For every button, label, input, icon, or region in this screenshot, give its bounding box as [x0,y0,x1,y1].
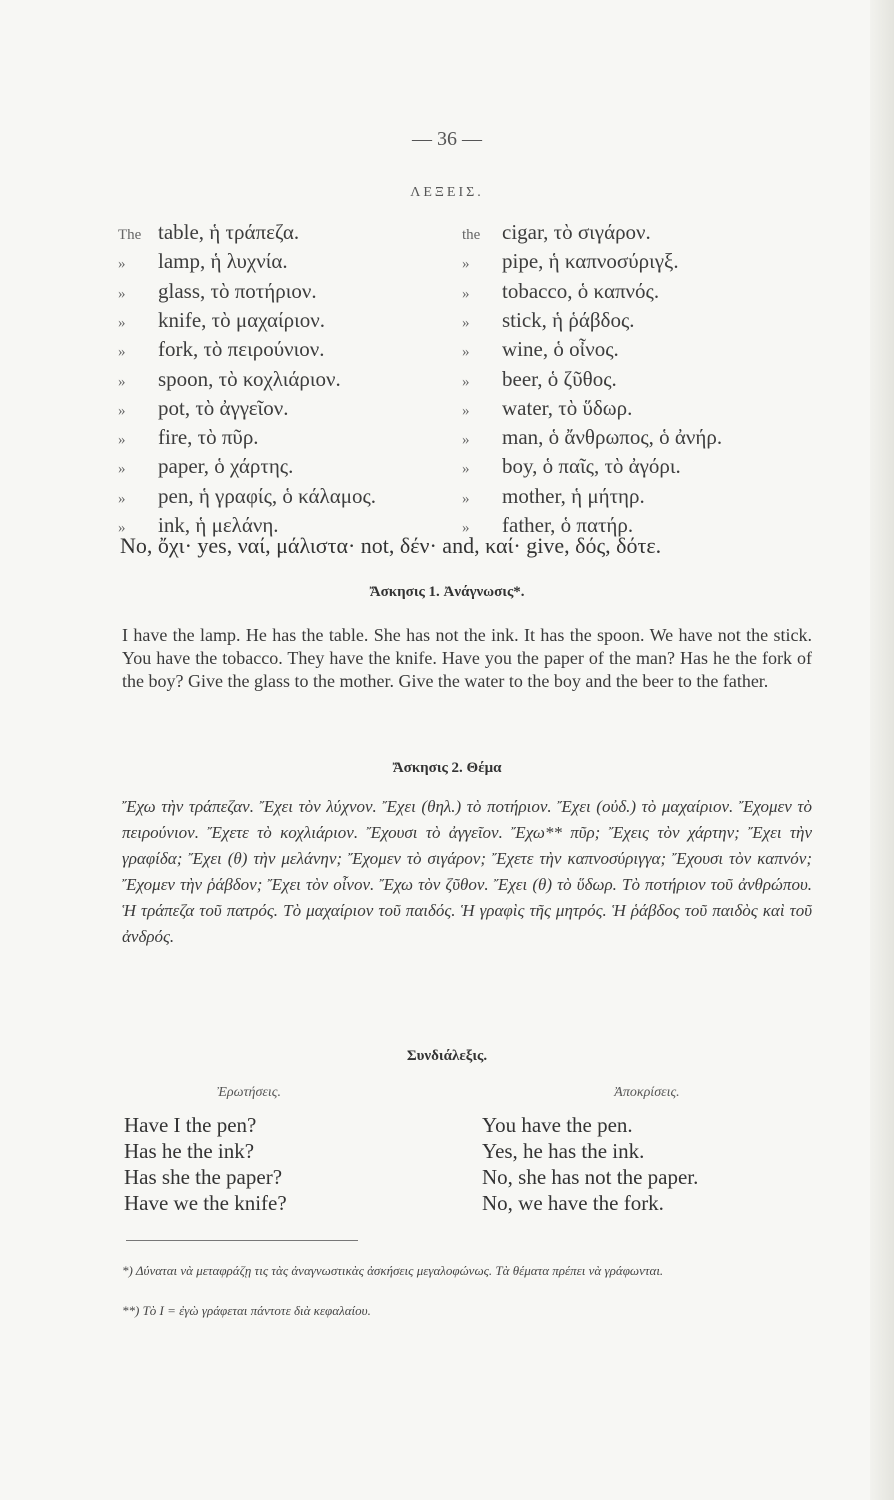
answer-line: You have the pen. [482,1113,633,1137]
question-line: Have we the knife? [124,1191,287,1215]
question-line: Has she the paper? [124,1165,283,1189]
vocab-entry: spoon, τὸ κοχλιάριον. [158,366,341,391]
vocab-entry: pot, τὸ ἀγγεῖον. [158,395,289,420]
vocab-marker: » [118,285,126,302]
vocab-left-row [118,454,293,479]
footnote-divider [126,1240,358,1241]
vocabulary-title: ΛΕΞΕΙΣ. [410,185,484,200]
questions-heading: Ἐρωτήσεις. [217,1085,281,1100]
vocab-marker: » [462,314,470,331]
vocab-marker: » [118,256,126,273]
vocab-right-row [462,425,722,450]
vocab-entry: ink, ἡ μελάνη. [158,513,279,537]
vocab-left-row [118,337,325,362]
vocab-entry: paper, ὁ χάρτης. [158,454,294,479]
vocab-left-row [118,396,288,421]
vocab-entry: beer, ὁ ζῦθος. [502,366,617,391]
vocab-marker: the [462,227,481,243]
vocab-marker: » [462,285,470,302]
vocab-marker: » [118,432,126,449]
vocabulary-final-row: No, ὄχι· yes, ναί, μάλιστα· not, δέν· and, καί· give, δός, δότε. [120,533,662,558]
vocab-left-row [118,367,341,392]
vocab-entry: mother, ἡ μήτηρ. [502,483,645,508]
vocab-right-row [462,484,645,509]
vocab-entry: father, ὁ πατήρ. [502,513,634,537]
vocab-right-row [462,308,635,333]
vocab-right-row [462,279,659,304]
answers-heading: Ἀποκρίσεις. [614,1085,680,1100]
vocab-left-row [118,484,376,509]
vocab-entry: cigar, τὸ σιγάρον. [502,220,651,244]
vocab-marker: » [462,490,470,507]
vocab-entry: knife, τὸ μαχαίριον. [158,307,325,332]
vocab-left-row [118,279,317,304]
vocab-marker: » [462,402,470,419]
answers-column [482,1080,812,1216]
vocab-marker: » [118,490,126,507]
vocab-marker: » [118,344,126,361]
vocab-entry: lamp, ἡ λυχνία. [158,249,288,274]
vocab-entry: fire, τὸ πῦρ. [158,425,259,450]
exercise-1-text: I have the lamp. He has the table. She has not the ink. It has the spoon. We have not the stick. You have the tobacco. They have the knife. Have you the paper of the man? Has he the fork of the boy? Give the glass to the mother. Give the water to the boy and the beer to the father. [122,625,812,691]
vocab-right-row [462,249,679,274]
vocab-entry: glass, τὸ ποτήριον. [158,278,317,303]
vocab-marker: » [118,520,126,536]
vocab-entry: tobacco, ὁ καπνός. [502,278,660,303]
vocab-marker: » [462,461,470,478]
vocab-right-row [462,367,617,392]
vocab-marker: » [462,373,470,390]
question-line: Has he the ink? [124,1139,255,1163]
exercise-1-heading: Ἄσκησις 1. Ἀνάγνωσις*. [369,584,525,600]
vocab-entry: wine, ὁ οἶνος. [502,337,619,362]
footnote-2: **) Τὸ I = ἐγὼ γράφεται πάντοτε διὰ κεφαλαίου. [122,1303,371,1318]
vocab-marker: » [462,520,470,536]
dialogue-heading: Συνδιάλεξις. [406,1048,488,1064]
vocab-entry: water, τὸ ὕδωρ. [502,395,633,420]
vocab-marker: » [462,432,470,449]
vocab-entry: fork, τὸ πειρούνιον. [158,337,325,362]
vocab-marker: » [462,256,470,273]
vocab-right-row [462,220,651,245]
vocab-left-row [118,308,325,333]
page-edge-shadow [870,0,894,1500]
answer-line: No, we have the fork. [482,1191,664,1215]
vocab-entry: man, ὁ ἄνθρωπος, ὁ ἀνήρ. [502,425,723,450]
answer-line: Yes, he has the ink. [482,1139,645,1163]
vocab-entry: pipe, ἡ καπνοσύριγξ. [502,249,679,274]
vocab-marker: » [118,461,126,478]
vocab-left-row [118,425,259,450]
vocab-entry: boy, ὁ παῖς, τὸ ἀγόρι. [502,454,681,479]
page-number: — 36 — [412,128,482,150]
question-line: Have I the pen? [124,1113,257,1137]
vocab-marker: » [118,402,126,419]
exercise-2-heading: Ἄσκησις 2. Θέμα [392,760,502,776]
footnote-1: *) Δύναται νὰ μεταφράζῃ τις τὰς ἀναγνωστικὰς ἀσκήσεις μεγαλοφώνως. Τὰ θέματα πρέπει νὰ γράφωνται. [122,1263,664,1278]
vocab-entry: pen, ἡ γραφίς, ὁ κάλαμος. [158,483,377,508]
vocab-left-row [118,249,288,274]
vocab-marker: » [118,373,126,390]
questions-column [124,1080,374,1216]
vocab-entry: table, ἡ τράπεζα. [158,220,300,244]
vocab-right-row [462,454,681,479]
vocab-right-row [462,396,632,421]
answer-line: No, she has not the paper. [482,1165,699,1189]
vocab-marker: » [462,344,470,361]
vocab-right-row [462,337,619,362]
vocab-marker: The [118,227,142,243]
vocab-marker: » [118,314,126,331]
exercise-2-text: Ἔχω τὴν τράπεζαν. Ἔχει τὸν λύχνον. Ἔχει (θηλ.) τὸ ποτήριον. Ἔχει (οὐδ.) τὸ μαχαίριον. Ἔχομεν τὸ πειρούνιον. Ἔχετε τὸ κοχλιάριον. Ἔχουσι τὸ ἀγγεῖον. Ἔχω** πῦρ; Ἔχεις τὸν χάρτην; Ἔχει τὴν γραφίδα; Ἔχει (θ) τὴν μελάνην; Ἔχομεν τὸ σιγάρον; Ἔχετε τὴν καπνοσύριγγα; Ἔχουσι τὸν καπνόν; Ἔχομεν τὴν ῥάβδον; Ἔχει τὸν οἶνον. Ἔχω τὸν ζῦθον. Ἔχει (θ) τὸ ὕδωρ. Τὸ ποτήριον τοῦ ἀνθρώπου. Ἡ τράπεζα τοῦ πατρός. Τὸ μαχαίριον τοῦ παιδός. Ἡ γραφὶς τῆς μητρός. Ἡ ῥάβδος τοῦ παιδὸς καὶ τοῦ ἀνδρός. [122,797,812,946]
vocab-left-row [118,220,299,245]
vocab-entry: stick, ἡ ῥάβδος. [502,307,635,332]
